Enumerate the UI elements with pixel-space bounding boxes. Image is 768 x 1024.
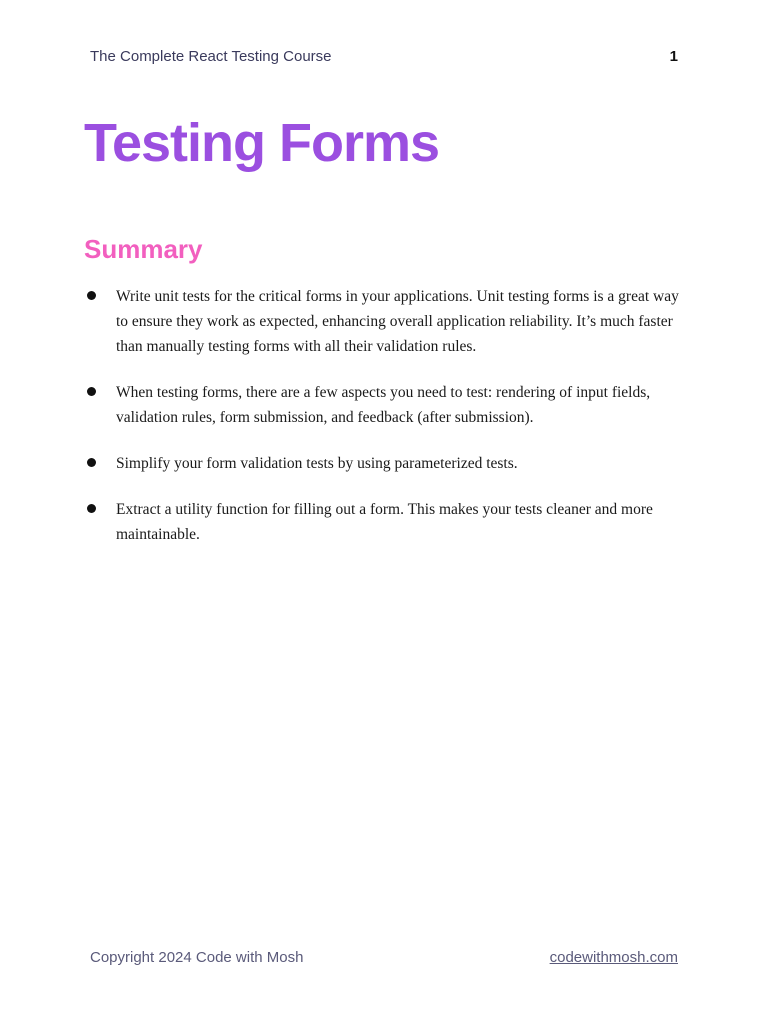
list-item-text: When testing forms, there are a few aspects you need to test: rendering of input fields, validation rules, form submission, and feedback (after submission). [116, 384, 651, 426]
list-item [84, 380, 694, 430]
list-item [84, 497, 694, 547]
list-item-text: Simplify your form validation tests by using parameterized tests. [116, 455, 518, 472]
course-title: The Complete React Testing Course [90, 47, 332, 65]
summary-list [84, 284, 694, 568]
list-item [84, 284, 694, 359]
summary-heading: Summary [84, 234, 203, 264]
copyright-text: Copyright 2024 Code with Mosh [90, 948, 304, 966]
page-title: Testing Forms [84, 113, 440, 173]
page-number: 1 [669, 47, 678, 65]
list-item-text: Write unit tests for the critical forms in your applications. Unit testing forms is a great way to ensure they work as expected, enhancing overall application reliability. It’s much faster than manually testing forms with all their validation rules. [116, 288, 679, 355]
bullet-icon [87, 504, 96, 513]
list-item-text: Extract a utility function for filling out a form. This makes your tests cleaner and more maintainable. [116, 501, 653, 543]
website-link[interactable]: codewithmosh.com [549, 948, 678, 966]
bullet-icon [87, 291, 96, 300]
bullet-icon [87, 458, 96, 467]
page-footer [90, 946, 678, 968]
bullet-icon [87, 387, 96, 396]
list-item [84, 451, 694, 476]
page-header [90, 46, 678, 66]
